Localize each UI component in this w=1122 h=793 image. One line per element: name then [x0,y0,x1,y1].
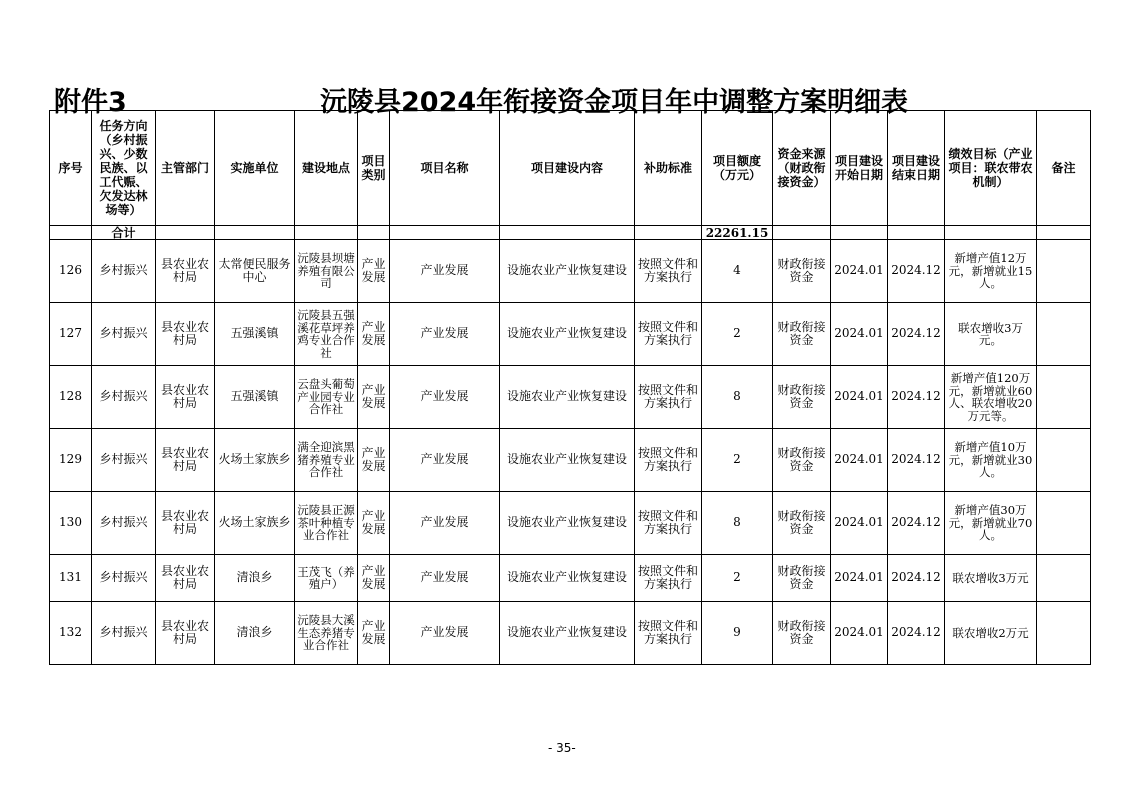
cell-no: 126 [50,240,92,303]
cell-direction: 乡村振兴 [92,602,156,665]
cell-dept: 县农业农村局 [156,602,215,665]
cell-name: 产业发展 [390,366,500,429]
col-header: 项目额度（万元） [702,111,773,226]
table-row [50,303,1091,366]
cell-dept: 县农业农村局 [156,366,215,429]
cell-target: 联农增收3万元。 [945,303,1037,366]
cell-direction: 乡村振兴 [92,429,156,492]
cell-content: 设施农业产业恢复建设 [500,555,635,602]
cell-category: 产业发展 [358,240,390,303]
cell-note [1037,429,1091,492]
cell-start: 2024.01 [831,366,888,429]
cell-name: 产业发展 [390,555,500,602]
cell-name: 产业发展 [390,492,500,555]
cell-start: 2024.01 [831,555,888,602]
cell-name: 产业发展 [390,429,500,492]
total-amount: 22261.15 [702,226,773,240]
cell-end: 2024.12 [888,303,945,366]
cell-end: 2024.12 [888,555,945,602]
table-row [50,240,1091,303]
cell-dept: 县农业农村局 [156,429,215,492]
cell-content: 设施农业产业恢复建设 [500,602,635,665]
cell-note [1037,602,1091,665]
cell-name: 产业发展 [390,303,500,366]
cell-target: 联农增收2万元 [945,602,1037,665]
cell-end: 2024.12 [888,602,945,665]
cell-location: 王茂飞（养殖户） [295,555,358,602]
cell-standard: 按照文件和方案执行 [635,429,702,492]
cell-standard: 按照文件和方案执行 [635,366,702,429]
col-header: 项目建设结束日期 [888,111,945,226]
cell-name: 产业发展 [390,240,500,303]
cell-start: 2024.01 [831,492,888,555]
cell-direction: 乡村振兴 [92,240,156,303]
cell-name: 产业发展 [390,602,500,665]
cell-standard: 按照文件和方案执行 [635,602,702,665]
cell-dept: 县农业农村局 [156,240,215,303]
cell-direction: 乡村振兴 [92,303,156,366]
cell-no: 131 [50,555,92,602]
cell-end: 2024.12 [888,366,945,429]
cell-note [1037,492,1091,555]
total-row [50,226,1091,240]
col-header: 实施单位 [215,111,295,226]
cell-content: 设施农业产业恢复建设 [500,429,635,492]
cell-category: 产业发展 [358,555,390,602]
col-header: 项目建设开始日期 [831,111,888,226]
cell-location: 沅陵县坝塘养殖有限公司 [295,240,358,303]
cell-start: 2024.01 [831,602,888,665]
project-table [49,110,1091,665]
cell-amount: 2 [702,303,773,366]
col-header: 项目建设内容 [500,111,635,226]
cell-amount: 2 [702,429,773,492]
cell-category: 产业发展 [358,602,390,665]
cell-standard: 按照文件和方案执行 [635,492,702,555]
cell-source: 财政衔接资金 [773,555,831,602]
cell-content: 设施农业产业恢复建设 [500,366,635,429]
cell-standard: 按照文件和方案执行 [635,240,702,303]
col-header: 项目类别 [358,111,390,226]
annex-label: 附件3 [54,87,127,118]
cell-dept: 县农业农村局 [156,555,215,602]
cell-unit: 太常便民服务中心 [215,240,295,303]
cell-location: 云盘头葡萄产业园专业合作社 [295,366,358,429]
cell-target: 新增产值120万元，新增就业60人、联农增收20万元等。 [945,366,1037,429]
cell-start: 2024.01 [831,240,888,303]
total-label: 合计 [92,226,156,240]
cell-source: 财政衔接资金 [773,492,831,555]
cell-source: 财政衔接资金 [773,240,831,303]
cell-standard: 按照文件和方案执行 [635,303,702,366]
cell-dept: 县农业农村局 [156,492,215,555]
cell-content: 设施农业产业恢复建设 [500,240,635,303]
cell-content: 设施农业产业恢复建设 [500,303,635,366]
cell-unit: 火场土家族乡 [215,429,295,492]
cell-direction: 乡村振兴 [92,492,156,555]
cell-target: 联农增收3万元 [945,555,1037,602]
cell-source: 财政衔接资金 [773,429,831,492]
cell-unit: 清浪乡 [215,555,295,602]
table-header-row [50,111,1091,226]
col-header: 备注 [1037,111,1091,226]
cell-no: 130 [50,492,92,555]
cell-target: 新增产值10万元，新增就业30人。 [945,429,1037,492]
cell-amount: 2 [702,555,773,602]
page-title: 沅陵县2024年衔接资金项目年中调整方案明细表 [320,87,909,118]
cell-category: 产业发展 [358,429,390,492]
cell-note [1037,303,1091,366]
col-header: 项目名称 [390,111,500,226]
cell-amount: 9 [702,602,773,665]
cell-source: 财政衔接资金 [773,602,831,665]
cell-unit: 五强溪镇 [215,303,295,366]
col-header: 绩效目标（产业项目：联农带农机制） [945,111,1037,226]
cell-target: 新增产值30万元，新增就业70人。 [945,492,1037,555]
cell-amount: 4 [702,240,773,303]
cell-no: 128 [50,366,92,429]
cell-location: 沅陵县正源茶叶种植专业合作社 [295,492,358,555]
table-row [50,602,1091,665]
cell-standard: 按照文件和方案执行 [635,555,702,602]
cell-source: 财政衔接资金 [773,366,831,429]
cell-category: 产业发展 [358,303,390,366]
cell-unit: 火场土家族乡 [215,492,295,555]
table-row [50,366,1091,429]
cell-category: 产业发展 [358,492,390,555]
cell-amount: 8 [702,492,773,555]
cell-source: 财政衔接资金 [773,303,831,366]
cell-location: 沅陵县大溪生态养猪专业合作社 [295,602,358,665]
cell-amount: 8 [702,366,773,429]
cell-end: 2024.12 [888,492,945,555]
cell-unit: 清浪乡 [215,602,295,665]
cell-direction: 乡村振兴 [92,366,156,429]
col-header: 补助标准 [635,111,702,226]
cell-category: 产业发展 [358,366,390,429]
col-header: 建设地点 [295,111,358,226]
cell-dept: 县农业农村局 [156,303,215,366]
cell-target: 新增产值12万元，新增就业15人。 [945,240,1037,303]
table-row [50,492,1091,555]
col-header: 资金来源（财政衔接资金） [773,111,831,226]
cell-end: 2024.12 [888,429,945,492]
col-header: 序号 [50,111,92,226]
cell-end: 2024.12 [888,240,945,303]
cell-note [1037,366,1091,429]
cell-start: 2024.01 [831,429,888,492]
cell-no: 129 [50,429,92,492]
cell-unit: 五强溪镇 [215,366,295,429]
cell-note [1037,555,1091,602]
cell-start: 2024.01 [831,303,888,366]
col-header: 主管部门 [156,111,215,226]
cell-no: 127 [50,303,92,366]
cell-location: 满全迎滨黑猪养殖专业合作社 [295,429,358,492]
col-header: 任务方向（乡村振兴、少数民族、以工代赈、欠发达林场等） [92,111,156,226]
cell-content: 设施农业产业恢复建设 [500,492,635,555]
cell-note [1037,240,1091,303]
table-row [50,429,1091,492]
cell-direction: 乡村振兴 [92,555,156,602]
table-row [50,555,1091,602]
page-number: - 35- [548,741,576,755]
cell-no: 132 [50,602,92,665]
cell-location: 沅陵县五强溪花草坪养鸡专业合作社 [295,303,358,366]
